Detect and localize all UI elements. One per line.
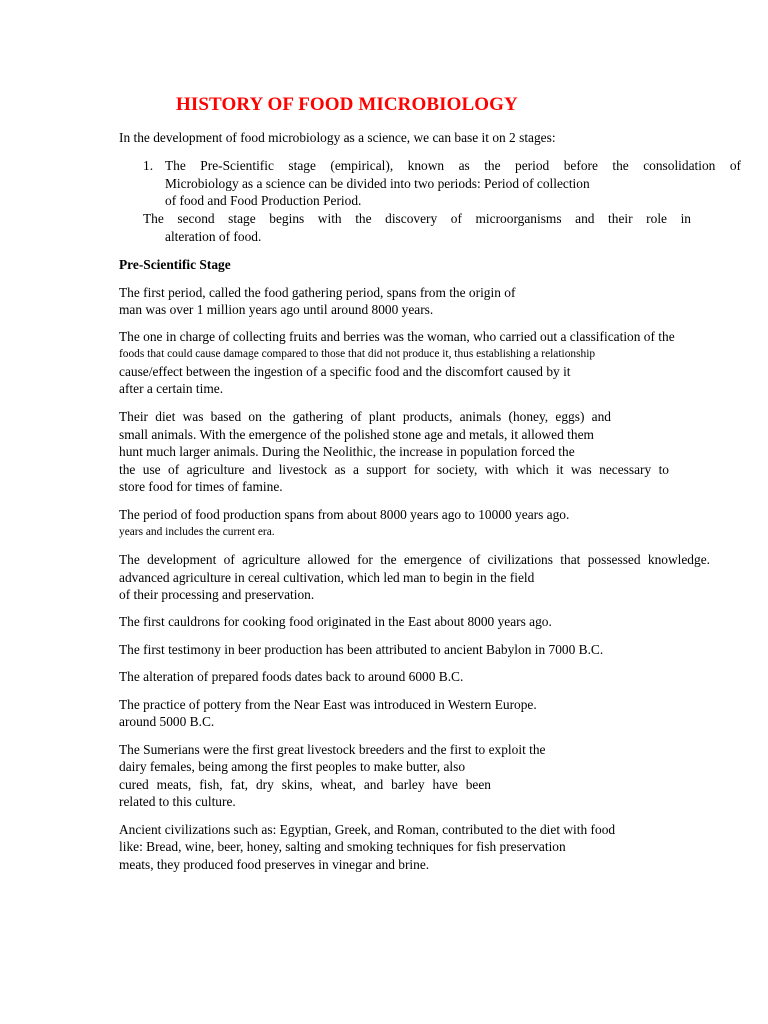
paragraph-line: dairy females, being among the first peoples to make butter, also xyxy=(119,759,466,774)
document-title: HISTORY OF FOOD MICROBIOLOGY xyxy=(176,94,518,115)
paragraph-line: store food for times of famine. xyxy=(119,479,283,494)
paragraph-line: advanced agriculture in cereal cultivation, which led man to begin in the field xyxy=(119,570,535,585)
paragraph-line: the use of agriculture and livestock as a support for society, with which it was necessary to xyxy=(119,462,669,477)
paragraph-line: related to this culture. xyxy=(119,794,236,809)
stage-number: 1. xyxy=(143,158,154,173)
stage-line: of food and Food Production Period. xyxy=(165,193,362,208)
paragraph-line: of their processing and preservation. xyxy=(119,587,315,602)
paragraph-line: around 5000 B.C. xyxy=(119,714,215,729)
paragraph-line: years and includes the current era. xyxy=(119,526,275,538)
section-heading: Pre-Scientific Stage xyxy=(119,257,231,272)
stage-line: The second stage begins with the discovery of microorganisms and their role in xyxy=(143,211,691,226)
paragraph-line: cause/effect between the ingestion of a specific food and the discomfort caused by it xyxy=(119,364,571,379)
paragraph-line: like: Bread, wine, beer, honey, salting and smoking techniques for fish preservation xyxy=(119,839,566,854)
stage-line: Microbiology as a science can be divided into two periods: Period of collection xyxy=(165,176,590,191)
paragraph-line: foods that could cause damage compared to those that did not produce it, thus establishing a relationship xyxy=(119,348,596,360)
paragraph-line: after a certain time. xyxy=(119,381,224,396)
paragraph-line: The Sumerians were the first great livestock breeders and the first to exploit the xyxy=(119,742,546,757)
paragraph-line: meats, they produced food preserves in vinegar and brine. xyxy=(119,857,430,872)
intro-text: In the development of food microbiology as a science, we can base it on 2 stages: xyxy=(119,130,556,145)
paragraph-line: cured meats, fish, fat, dry skins, wheat, and barley have been xyxy=(119,777,491,792)
paragraph-line: The one in charge of collecting fruits and berries was the woman, who carried out a classification of the xyxy=(119,329,675,344)
paragraph-line: The alteration of prepared foods dates back to around 6000 B.C. xyxy=(119,669,464,684)
paragraph-line: The period of food production spans from about 8000 years ago to 10000 years ago. xyxy=(119,507,570,522)
paragraph-line: small animals. With the emergence of the polished stone age and metals, it allowed them xyxy=(119,427,594,442)
paragraph-line: The first cauldrons for cooking food originated in the East about 8000 years ago. xyxy=(119,614,552,629)
paragraph-line: Their diet was based on the gathering of plant products, animals (honey, eggs) and xyxy=(119,409,611,424)
paragraph-line: The development of agriculture allowed for the emergence of civilizations that possessed knowledge. xyxy=(119,552,710,567)
paragraph-line: The first period, called the food gathering period, spans from the origin of xyxy=(119,285,516,300)
paragraph-line: man was over 1 million years ago until around 8000 years. xyxy=(119,302,434,317)
paragraph-line: hunt much larger animals. During the Neolithic, the increase in population forced the xyxy=(119,444,575,459)
stage-line: alteration of food. xyxy=(165,229,262,244)
paragraph-line: The first testimony in beer production has been attributed to ancient Babylon in 7000 B.C. xyxy=(119,642,604,657)
paragraph-line: Ancient civilizations such as: Egyptian, Greek, and Roman, contributed to the diet with food xyxy=(119,822,616,837)
paragraph-line: The practice of pottery from the Near East was introduced in Western Europe. xyxy=(119,697,537,712)
stage-line: The Pre-Scientific stage (empirical), known as the period before the consolidation of xyxy=(165,158,741,173)
